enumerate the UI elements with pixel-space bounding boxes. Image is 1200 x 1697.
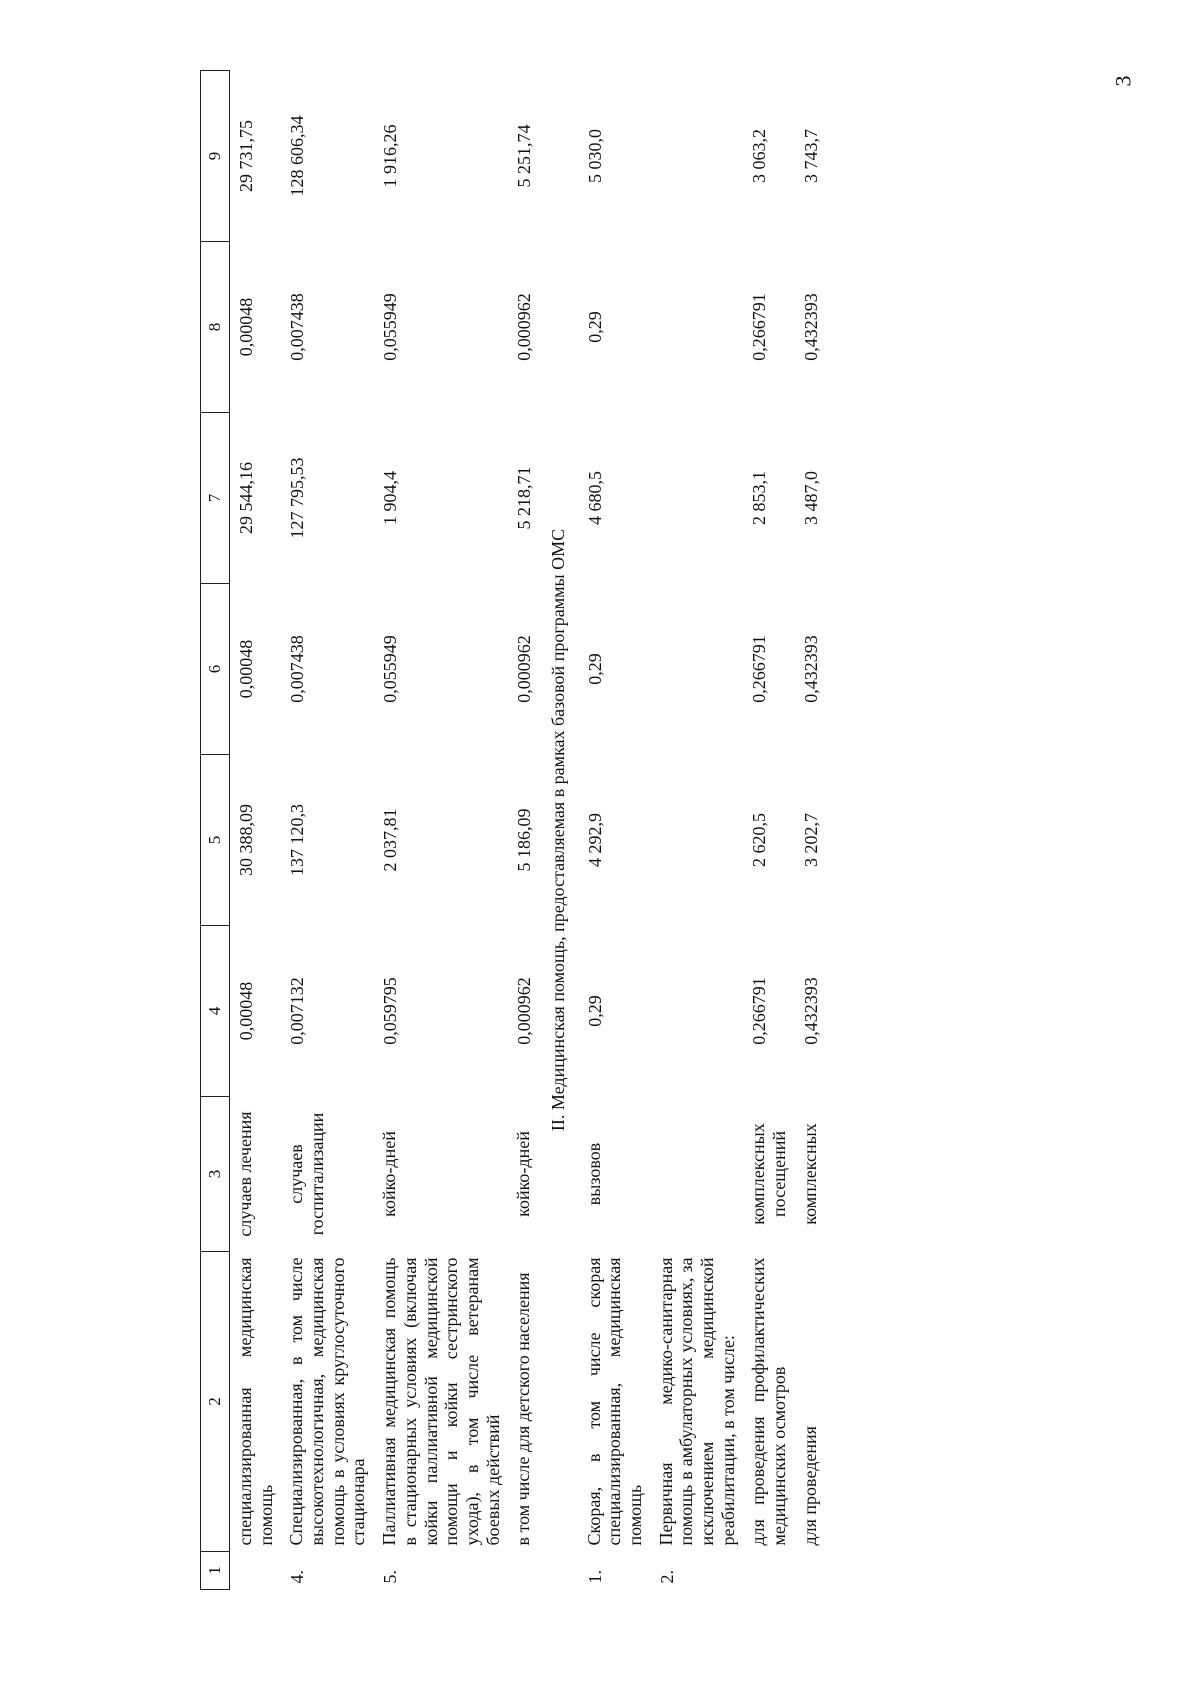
cell-col9: 128 606,34 <box>287 115 308 197</box>
cell-col6: 0,007438 <box>287 635 308 703</box>
column-header: 6 <box>201 584 230 755</box>
cell-col6: 0,29 <box>584 653 605 685</box>
row-index: 1. <box>584 1570 605 1584</box>
cell-col5: 137 120,3 <box>287 804 308 876</box>
row-description: для проведения профилактических медицинских осмотров <box>748 1257 790 1546</box>
cell-col8: 0,432393 <box>800 293 821 361</box>
cell-col6 <box>651 584 744 755</box>
cell-col7: 127 795,53 <box>287 457 308 539</box>
cell-col8: 0,007438 <box>287 293 308 361</box>
cell-col8 <box>651 242 744 413</box>
column-header: 3 <box>201 1097 230 1252</box>
cell-col4: 0,000962 <box>514 977 535 1045</box>
column-header: 2 <box>201 1252 230 1552</box>
cell-col6: 0,000962 <box>514 635 535 703</box>
cell-col5: 5 186,09 <box>514 808 535 872</box>
cell-col4 <box>651 926 744 1097</box>
row-description: Первичная медико-санитарная помощь в амбулаторных условиях, за исключением медицинской реабилитации, в том числе: <box>655 1257 738 1546</box>
cell-col8: 0,29 <box>584 311 605 343</box>
column-header: 9 <box>201 71 230 242</box>
row-unit: койко-дней <box>379 1131 400 1217</box>
row-unit: комплексных посещений <box>748 1123 790 1225</box>
row-description: специализированная медицинская помощь <box>235 1257 276 1546</box>
row-index: 5. <box>380 1570 401 1584</box>
row-unit: койко-дней <box>513 1131 534 1217</box>
cell-col5 <box>651 755 744 926</box>
cell-col9: 3 743,7 <box>800 129 821 183</box>
cell-col9: 5 251,74 <box>514 124 535 188</box>
cell-col5: 4 292,9 <box>584 813 605 867</box>
row-unit: случаев госпитализации <box>286 1112 328 1236</box>
cell-col7: 3 487,0 <box>800 471 821 525</box>
cell-col4: 0,29 <box>584 995 605 1027</box>
table-row <box>795 71 827 1590</box>
row-index <box>795 1552 827 1590</box>
section-row <box>540 71 579 1590</box>
row-description: Скорая, в том числе скорая специализированная, медицинская помощь <box>583 1257 645 1546</box>
cell-col4: 0,432393 <box>800 977 821 1045</box>
cell-col4: 0,007132 <box>287 977 308 1045</box>
row-unit <box>651 1097 744 1252</box>
cell-col9: 5 030,0 <box>584 129 605 183</box>
cell-col9: 29 731,75 <box>236 120 256 192</box>
cell-col7: 1 904,4 <box>380 471 401 525</box>
cell-col8: 0,00048 <box>236 297 256 357</box>
column-header: 4 <box>201 926 230 1097</box>
cell-col7: 5 218,71 <box>514 466 535 530</box>
column-header: 1 <box>201 1552 230 1590</box>
cell-col7: 29 544,16 <box>236 462 256 534</box>
medical-aid-table <box>200 70 827 1590</box>
cell-col7 <box>651 413 744 584</box>
cell-col4: 0,266791 <box>749 977 770 1045</box>
cell-col5: 3 202,7 <box>800 813 821 867</box>
cell-col8: 0,266791 <box>749 293 770 361</box>
table-row <box>508 71 540 1590</box>
cell-col9 <box>651 71 744 242</box>
cell-col7: 4 680,5 <box>584 471 605 525</box>
cell-col6: 0,432393 <box>800 635 821 703</box>
row-index: 4. <box>287 1570 308 1584</box>
table-row <box>579 71 651 1590</box>
row-description: Паллиативная медицинская помощь в стационарных условиях (включая койки паллиативной медицинской помощи и койки сестринского ухода), в том числе ветеранам боевых действий <box>379 1257 503 1546</box>
cell-col4: 0,059795 <box>380 977 401 1045</box>
cell-col9: 1 916,26 <box>380 124 401 188</box>
row-index <box>743 1552 794 1590</box>
cell-col5: 30 388,09 <box>236 804 256 876</box>
row-index <box>230 1552 282 1590</box>
row-unit: случаев лечения <box>235 1111 255 1237</box>
column-number-header-row <box>201 71 230 1590</box>
row-description: Специализированная, в том числе высокотехнологичная, медицинская помощь в условиях круглосуточного стационара <box>286 1257 369 1546</box>
cell-col5: 2 037,81 <box>380 808 401 872</box>
table-row <box>743 71 794 1590</box>
cell-col6: 0,00048 <box>236 639 256 699</box>
column-header: 5 <box>201 755 230 926</box>
row-index: 2. <box>656 1570 677 1584</box>
rotated-table-sheet <box>200 70 1200 1590</box>
row-description: в том числе для детского населения <box>513 1272 534 1546</box>
cell-col6: 0,055949 <box>380 635 401 703</box>
row-unit: комплексных <box>799 1123 820 1225</box>
column-header: 7 <box>201 413 230 584</box>
cell-col9: 3 063,2 <box>749 129 770 183</box>
cell-col4: 0,00048 <box>236 981 256 1041</box>
table-row <box>374 71 508 1590</box>
table-row <box>230 71 282 1590</box>
cell-col8: 0,055949 <box>380 293 401 361</box>
cell-col8: 0,000962 <box>514 293 535 361</box>
table-row <box>281 71 374 1590</box>
row-unit: вызовов <box>583 1142 604 1206</box>
page-number: 3 <box>1110 75 1136 87</box>
row-description: для проведения <box>799 1426 820 1546</box>
table-row <box>651 71 744 1590</box>
section-title: II. Медицинская помощь, предоставляемая в рамках базовой программы ОМС <box>547 528 568 1132</box>
cell-col5: 2 620,5 <box>749 813 770 867</box>
cell-col7: 2 853,1 <box>749 471 770 525</box>
cell-col6: 0,266791 <box>749 635 770 703</box>
column-header: 8 <box>201 242 230 413</box>
row-index <box>508 1552 540 1590</box>
